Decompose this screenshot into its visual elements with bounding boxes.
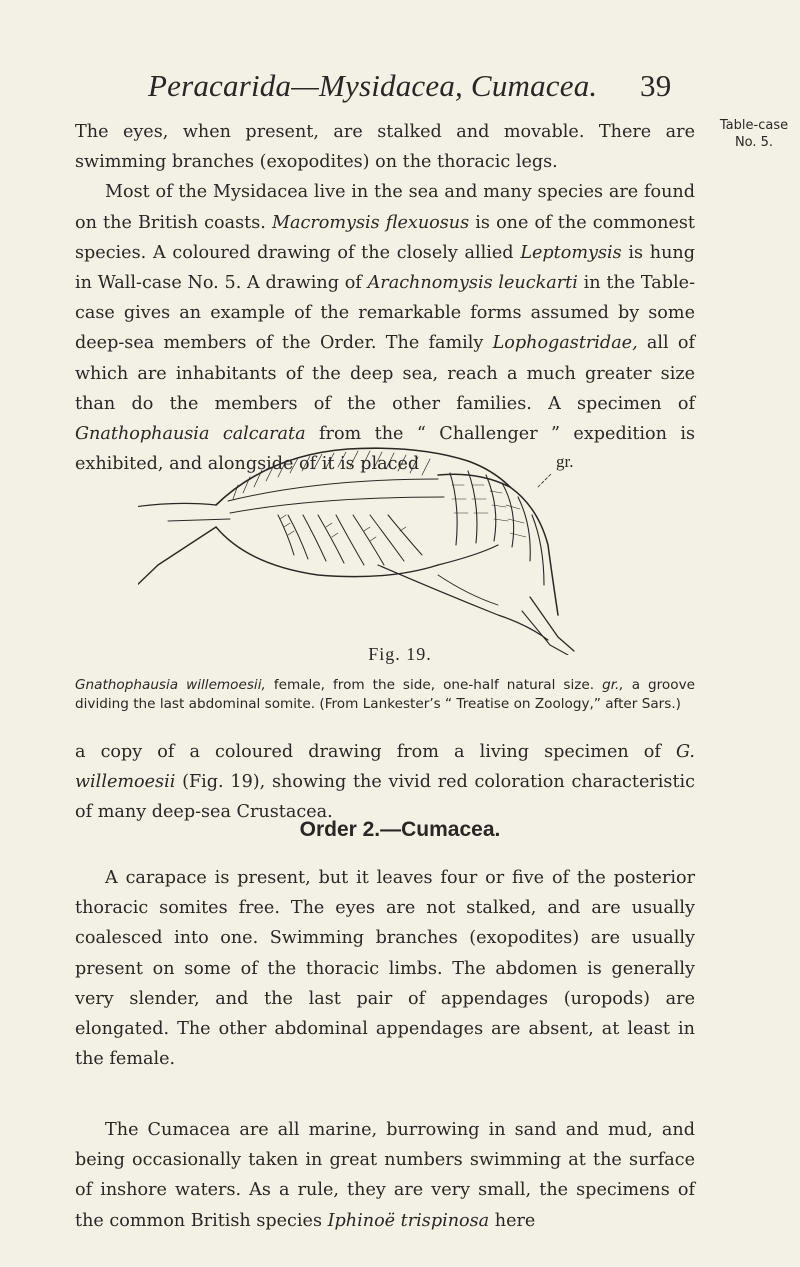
paragraph-cumacea-habits [75, 1115, 695, 1236]
margin-note-line2: No. 5. [734, 135, 774, 150]
paragraph-cumacea-description [75, 863, 695, 1074]
paragraph-text: A carapace is present, but it leaves four or five of the posterior thoracic somites free. The eyes are not stalked, and are usually coalesced into one. Swimming branches (exopodites) are usually present on some of the thoracic limbs. The abdomen is generally very slender, and the last pair of appendages (uropods) are elongated. The other abdominal appendages are absent, at least in the female. [75, 868, 695, 1070]
figure-caption [75, 676, 695, 714]
page-number: 39 [640, 68, 672, 103]
caption-abbrev: gr., [602, 677, 624, 693]
taxon-name: Lophogastridae, [492, 333, 638, 354]
paragraph-text: The Cumacea are all marine, burrowing in sand and mud, and being occasionally taken in great numbers swimming at the surface of inshore waters. As a rule, they are very small, the specimens of the common British species [75, 1120, 695, 1231]
section-heading: Order 2.—Cumacea. [299, 818, 501, 841]
taxon-name: Arachnomysis leuckarti [367, 273, 578, 294]
paragraph-text: (Fig. 19), showing the vivid red coloration characteristic of many deep-sea Crustacea. [75, 772, 696, 823]
margin-note-line1: Table-case [719, 118, 789, 133]
margin-note [708, 117, 800, 151]
paragraph-text: Most of the Mysidacea live in the sea and many species are found on the British coasts. [75, 182, 695, 233]
figure-label: Fig. 19. [368, 644, 432, 664]
running-head-title: Peracarida—Mysidacea, Cumacea. [148, 68, 598, 103]
caption-text: a groove dividing the last abdominal somite. (From Lankester’s “ Treatise on Zoology,” after Sars.) [75, 677, 695, 712]
groove-marker-label: gr. [556, 452, 574, 471]
paragraph-willemoesii [75, 737, 695, 828]
paragraph-text: here [494, 1210, 536, 1231]
paragraph-text: from the “ Challenger ” expedition is exhibited, and alongside of it is placed [75, 424, 696, 475]
taxon-name: Iphinoë trispinosa [327, 1210, 490, 1231]
caption-species: Gnathophausia willemoesii, [75, 677, 266, 693]
paragraph-text: in the Table-case gives an example of the remarkable forms assumed by some deep-sea members of the Order. The family [75, 273, 696, 354]
figure-gnathophausia [138, 415, 638, 655]
caption-text: female, from the side, one-half natural size. [273, 677, 595, 693]
taxon-name: Leptomysis [520, 242, 622, 263]
paragraph-text: all of which are inhabitants of the deep sea, reach a much greater size than do the members of the other families. A specimen of [75, 333, 695, 414]
crustacean-illustration [138, 415, 638, 655]
paragraph-text: is one of the commonest species. A coloured drawing of the closely allied [75, 212, 695, 263]
taxon-name: Macromysis flexuosus [271, 212, 470, 233]
running-head [0, 68, 800, 108]
paragraph-text: a copy of a coloured drawing from a living specimen of [75, 742, 661, 762]
paragraph-text: The eyes, when present, are stalked and movable. There are swimming branches (exopodites) on the thoracic legs. [75, 122, 695, 173]
taxon-name: G. willemoesii [75, 742, 696, 793]
paragraph-text: is hung in Wall-case No. 5. A drawing of [75, 242, 696, 294]
taxon-name: Gnathophausia calcarata [75, 424, 306, 445]
